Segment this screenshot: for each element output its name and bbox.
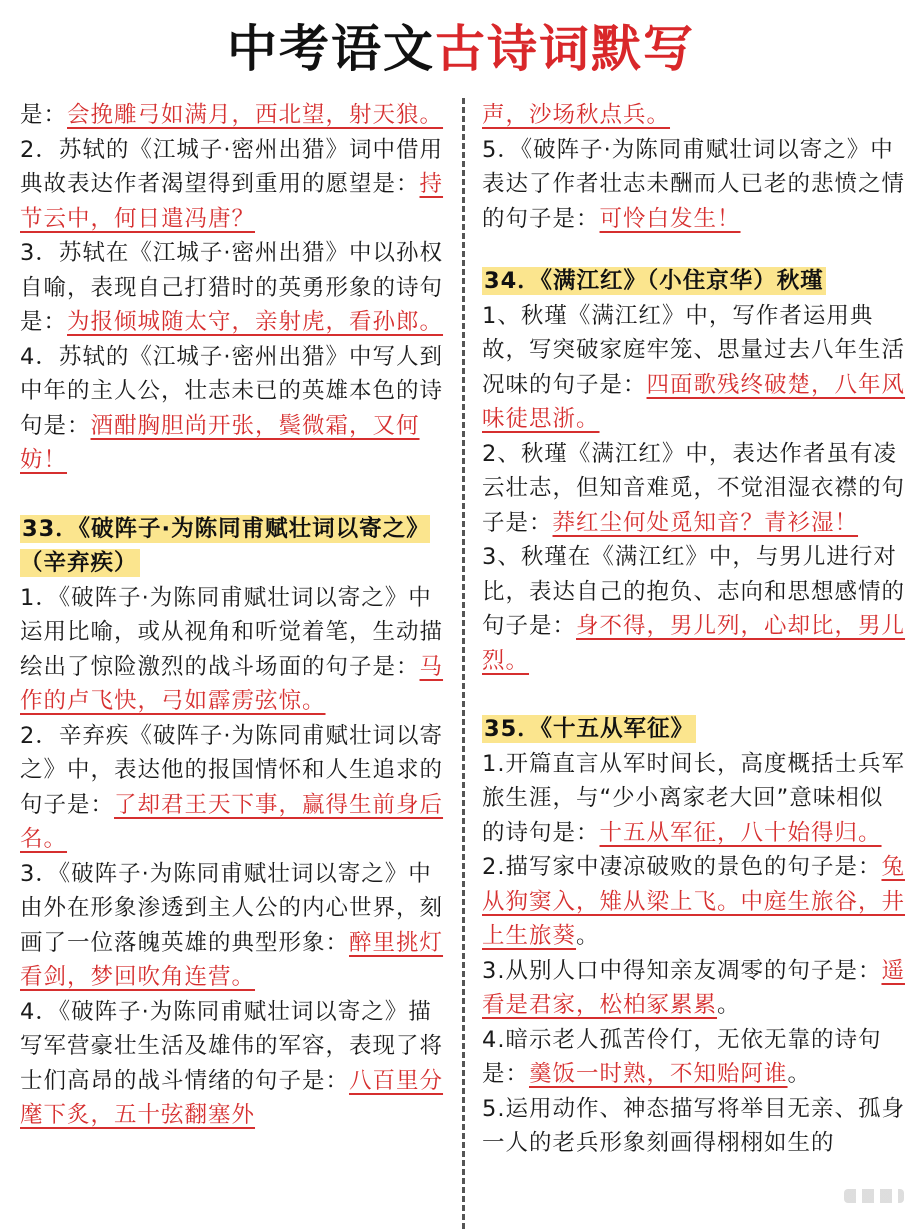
question-text: 3、秋瑾在《满江红》中，与男儿进行对比，表达自己的抱负、志向和思想感情的句子是：	[482, 544, 906, 639]
item-35-3	[482, 954, 906, 1023]
question-text: 3．《破阵子·为陈同甫赋壮词以寄之》中由外在形象渗透到主人公的内心世界，刻画了一位落魄英雄的典型形象：	[20, 860, 444, 956]
section-gap	[20, 478, 444, 512]
page-title	[0, 18, 922, 80]
item-35-2	[482, 850, 906, 954]
item-35-5	[482, 1092, 906, 1161]
question-text: 5.运用动作、神态描写将举目无亲、孤身一人的老兵形象刻画得栩栩如生的	[482, 1095, 905, 1156]
answer: 八百里分麾下炙，五十弦翻塞外	[20, 1067, 444, 1128]
section-gap	[482, 236, 906, 264]
item-33-5	[482, 133, 906, 237]
question-text: 2.描写家中凄凉破败的景色的句子是：	[482, 854, 882, 880]
section-heading-35	[482, 712, 906, 747]
answer: 遥看是君家，松柏冢累累	[482, 957, 905, 1018]
question-text: 2．苏轼的《江城子·密州出猎》词中借用典故表达作者渴望得到重用的愿望是：	[20, 136, 443, 197]
item-33-4	[20, 995, 444, 1133]
column-divider	[462, 98, 465, 1229]
question-prefix: 是：	[20, 102, 68, 128]
answer: 声，沙场秋点兵。	[482, 102, 671, 128]
answer-tail: 。	[576, 923, 600, 949]
question-text: 5．《破阵子·为陈同甫赋壮词以寄之》中表达了作者壮志未酬而人已老的悲愤之情的句子是：	[482, 136, 906, 232]
question-text: 4.暗示老人孤苦伶仃，无依无靠的诗句是：	[482, 1026, 882, 1087]
title-part-red: 古诗词默写	[435, 20, 695, 78]
answer: 为报倾城随太守，亲射虎，看孙郎。	[67, 309, 444, 335]
answer: 可怜白发生！	[599, 205, 741, 232]
heading-highlight: 35．《十五从军征》	[484, 716, 695, 742]
watermark-overlay	[752, 1159, 922, 1229]
section-heading-33	[20, 512, 444, 581]
left-column	[20, 98, 444, 1133]
question-text: 3.从别人口中得知亲友凋零的句子是：	[482, 957, 882, 984]
question-text: 4．苏轼的《江城子·密州出猎》中写人到中年的主人公，壮志未已的英雄本色的诗句是：	[20, 343, 444, 439]
item-33-1	[20, 581, 444, 719]
question-text: 3．苏轼在《江城子·密州出猎》中以孙权自喻，表现自己打猎时的英勇形象的诗句是：	[20, 240, 444, 335]
item-34-3	[482, 540, 906, 678]
answer: 十五从军征，八十始得归。	[599, 819, 882, 846]
answer-tail: 。	[787, 1061, 812, 1087]
item-35-4	[482, 1023, 906, 1092]
answer: 醉里挑灯看剑，梦回吹角连营。	[20, 929, 444, 990]
section-gap	[482, 678, 906, 712]
question-text: 1.开篇直言从军时间长，高度概括士兵军旅生涯，与“少小离家老大回”意味相似的诗句是：	[482, 750, 905, 846]
answer: 羹饭一时熟，不知贻阿谁	[529, 1061, 788, 1087]
item-33-3	[20, 857, 444, 995]
item-32-3	[20, 236, 444, 340]
answer: 莽红尘何处觅知音？青衫湿！	[552, 509, 859, 536]
heading-highlight: 33．《破阵子·为陈同甫赋壮词以寄之》（辛弃疾）	[20, 515, 430, 576]
item-32-3-tail	[20, 98, 444, 133]
question-text: 2、秋瑾《满江红》中，表达作者虽有凌云壮志，但知音难觅，不觉泪湿衣襟的句子是：	[482, 440, 906, 536]
answer: 马作的卢飞快，弓如霹雳弦惊。	[20, 653, 444, 714]
question-text: 4．《破阵子·为陈同甫赋壮词以寄之》描写军营豪壮生活及雄伟的军容，表现了将士们高昂的战斗情绪的句子是：	[20, 998, 444, 1094]
item-33-2	[20, 719, 444, 857]
item-35-1	[482, 747, 906, 851]
item-32-4	[20, 340, 444, 478]
title-part-black: 中考语文	[227, 20, 435, 78]
item-34-2	[482, 437, 906, 541]
question-text: 1．《破阵子·为陈同甫赋壮词以寄之》中运用比喻，或从视角和听觉着笔，生动描绘出了惊险激烈的战斗场面的句子是：	[20, 584, 444, 680]
answer: 兔从狗窦入，雉从梁上飞。中庭生旅谷，井上生旅葵	[482, 854, 906, 949]
question-text: 2．辛弃疾《破阵子·为陈同甫赋壮词以寄之》中，表达他的报国情怀和人生追求的句子是：	[20, 722, 444, 818]
answer-tail: 。	[717, 992, 741, 1018]
answer: 会挽雕弓如满月，西北望，射天狼。	[67, 102, 444, 128]
item-32-2	[20, 133, 444, 237]
answer: 四面歌残终破楚，八年风味徒思浙。	[482, 371, 906, 432]
item-34-1	[482, 299, 906, 437]
answer: 酒酣胸胆尚开张，鬓微霜，又何妨！	[20, 412, 420, 473]
section-heading-34	[482, 264, 906, 299]
right-column	[482, 98, 906, 1161]
answer: 了却君王天下事，赢得生前身后名。	[20, 791, 444, 852]
item-33-4-tail	[482, 98, 906, 133]
question-text: 1、秋瑾《满江红》中，写作者运用典故，写突破家庭牢笼、思量过去八年生活况味的句子是：	[482, 302, 906, 398]
answer: 持节云中，何日遣冯唐？	[20, 171, 444, 232]
answer: 身不得，男儿列，心却比，男儿烈。	[482, 613, 906, 674]
watermark-icon	[844, 1189, 904, 1203]
heading-highlight: 34．《满江红》（小住京华）秋瑾	[484, 268, 824, 294]
